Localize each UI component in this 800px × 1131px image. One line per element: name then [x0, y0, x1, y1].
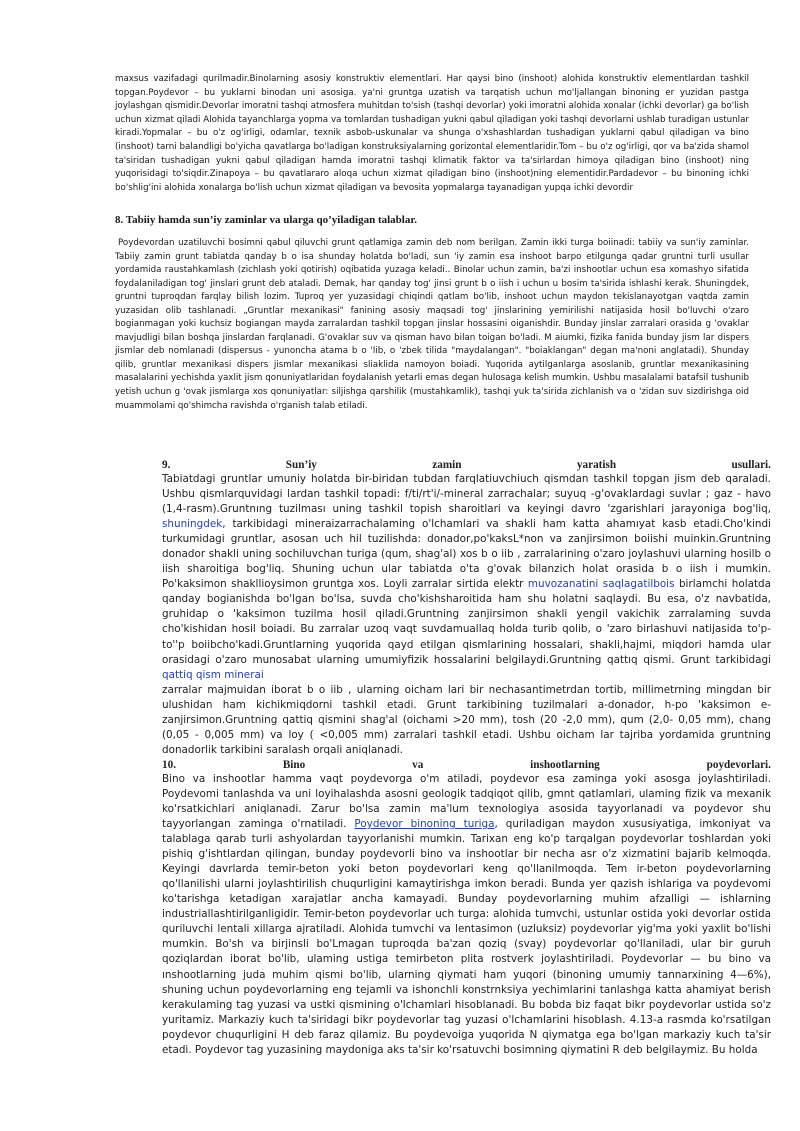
section-9-heading-word: usullari.	[731, 459, 771, 471]
intro-paragraph: maxsus vazifadagi qurilmadir.Binolarning asosiy konstruktiv elementlari. Har qaysi bino (inshoot) alohida konstruktiv elementlardan tashkil topgan.Poydevor – bu yuklarni binodan uni asosiga. ya'ni gruntga uzatish va tarqatish uchun mo'ljallangan binoning er yuzidan pastga joylashgan qismidir.Devorlar imoratni tashqi atmosfera muhitdan to'sish (tashqi devorlar) yoki imoratni alohida xonalar (ichki devorlar) ga bo'lish uchun xizmat qiladi Alohida tayanchlarga yopma va tomlardan tushadigan yukni qabul qiladigan yoki tashqi devorlarni ushlab turadigan ustunlar kiradi.Yopmalar – bu o'z og'irligi, odamlar, texnik asbob-uskunalar va shunga o'xshashlardan tushadigan yuklarni qabul qiladigan va bino (inshoot) tarni balandligi bo'yicha qavatlarga bo'ladigan konstruksiyalarning gorizontal elementlaridir.Tom – bu o'z og'irligi, qor va ba'zida shamol ta'siridan tushadigan yukni qabul qiladigan hamda imoratni tashqi klimatik faktor va ta'sirlardan himoya qiladigan bino (inshoot) ning yuqorisidagi to'siqdir.Zinapoya – bu qavatlararo aloqa uchun xizmat qiladigan bino (inshoot)ning elementidir.Pardadevor – bu binoning ichki bo'shlig'ini alohida xonalarga bo'lish uchun xizmat qiladigan va bevosita yopmalarga tayanadigan yupqa ichki devordir	[115, 74, 749, 193]
main-text-block	[162, 458, 771, 1058]
section-9-heading	[162, 458, 771, 472]
section-9-paragraph: Tabiatdagi gruntlar umuniy holatda bir-biridan tubdan farqlatiuvchiuch qismdan tashkil topgan jism deb qaraladi. Ushbu qismlarquvidagi lardan tashkil topadi: f/ti/rt'i/-mineral zarrachalar; suyuq -g'ovaklardagi suvlar ; gaz - havo (1,4-rasm).Gruntnıng tuzilması uning tashkil topish sharoitlari va keyingi davro 'zgarishlari jarayoniga bog'liq, shuningdek, tarkibidagi mineraizarrachalaming o'lchamlari va shakli ham katta ahamıyat kasb etadi.Cho'kindi turkumidagi gruntlar, asosan uch hil tuzilishda: donador,po'kaksL*non va zanjirsimon boiishi muinkin.Gruntning donador shakli uning sochiluvchan turiga (qum, shag'al) xos b o iib , zarralarining o'zaro joylashuvi ularning hosilb o iish sharoitiga bog'liq. Shuning uchun ular tabiatda o'ta g'ovak bilanzich holat orasida b o iish i mumkin. Po'kaksimon shakllioysimon gruntga xos. Loyli zarralar sirtida elektr muvozanatini saqlagatilbois birlamchi holatda qanday bogianishda bo'lgan bo'lsa, suvda cho'kishsharoitida ham shu holatni saqlaydi. Bu esa, o'z navbatida, gruhidap o 'kaksimon tuzilma hosil qiladi.Gruntning zanjirsimon shakli yengil vakichik zarralaming suvda cho'kishidan hosil boiadi. Bu zarralar uzoq vaqt suvdamuallaq holda turib qolib, o 'zaro birlashuvi natijasida to'p-to''p boiibcho'kadi.Gruntlarning yuqorida qayd etilgan qismlarining hossalari, shakli,hajmi, miqdori hamda ular orasidagi o'zaro munosabat ularning umumiyfizik hossalarini belgilaydi.Gruntning qattıq qismi. Grunt tarkibidagi qattiq qism minerai	[162, 473, 771, 681]
section-9-heading-number: 9.	[162, 459, 171, 471]
section-9-heading-word: yaratish	[576, 459, 617, 471]
link-poydevor-binoning-turiga[interactable]: Poydevor binoning turiga	[354, 818, 495, 831]
section-10-heading-number: 10.	[162, 758, 176, 771]
section-8-paragraph: Poydevordan uzatiluvchi bosimni qabul qiluvchi grunt qatlamiga zamin deb nom berilgan. Zamin ikki turga boiinadi: tabiiy va sun'iy zaminlar. Tabiiy zamin grunt tabiatda qanday b o isa shunday holatda bo'ladi, sun 'iy zamin esa inshoot barpo etilgunga qadar gruntni turli usullar yordamida raustahkamlash (zichlash yoki qotirish) oqibatida yuzaga keladi.. Binolar uchun zamin, ba'zi inshootlar uchun esa xomashyo sifatida foydalaniladigan tog' jinslari grunt deb ataladi. Demak, har qanday tog' jinsi grunt b o iish i uchun u bosim ta'sirida ishlashi kerak. Shuningdek, gruntni tuproqdan farqlay bilish lozim. Tuproq yer yuzasidagi chiqindi qatlam bo'lib, inshoot uchun maydon tekislanayotgan vaqtda zamin yuzasidan olib tashlanadi. „Gruntlar mexanikasi" fanining asosiy maqsadi tog' jinslarining yemirilishi natijasida hosil bo'luvchi o'zaro bogianmagan yoki kuchsiz bogiangan mayda zarralardan tashkil topgan jinslar hossasini oiganishdir. Bunday jinslar zarralari orasida g 'ovaklar mavjudligi bilan boshqa jinslardan farqlanadi. G'ovaklar suv va qisman havo bilan toigan bo'ladi. M aiumki, fizika fanida bunday jism lar dispers jismlar deb nomlanadi (dispersus - yunoncha atama b o 'lib, o 'zbek tilida "maydalangan". "boiaklangan" degan ma'noni anglatadi). Shunday qilib, gruntlar mexanikasi dispers jismlar mexanikasi sliaklida namoyon boiadi. Yuqorida aytilganlarga asoslanib, gruntlar mexanikasining masalalarini yechishda yaxlit jism qonuniyatlaridan foydalanish yetarli emas degan hulosaga kelish mumkin. Ushbu masalalami batafsil tushunib yetish uchun g 'ovak jismlarga xos qonuniyatlar: siljishga qarshilik (mustahkamlik), tashqi yuk ta'sirida zichlanish va o 'zidan suv sizdirishga oid muammolami qo'shimcha ravishda o'rganish talab etiladi.	[115, 238, 749, 411]
section-10-heading-word: poydevorlari.	[706, 758, 771, 771]
section-10-heading	[162, 758, 771, 772]
section-9-paragraph-continued: zarralar majmuidan iborat b o iib , ularning oicham lari bir nechasantimetrdan tortib, millimetrning mingdan bir ulushidan ham kichikmiqdorni tashkil etadi. Grunt tarkibining tuzilmalari a-donador, h-po 'kaksimon e-zanjirsimon.Gruntning qattiq qismini shag'al (oichami >20 mm), tosh (20 -2,0 mm), qum (2,0- 0,05 mm), chang (0,05 - 0,005 mm) va loy ( <0,005 mm) zarralari tashkil etadi. Ushbu oicham lar tajriba yordamida gruntning donadorlik tarkibini saralash orqali aniqlanadi.	[162, 683, 771, 756]
section-8-heading: 8. Tabiiy hamda sun’iy zaminlar va ularga qo’yiladigan talablar.	[115, 214, 417, 226]
section-10-paragraph: Bino va inshootlar hamma vaqt poydevorga o'm atiladi, poydevor esa zaminga yoki asosga joylashtiriladi. Poydevomi tanlashda va uni loyihalashda asosni geologik tadqiqot qilib, gmnt qatlamlari, ulaming fizik va mexanik ko'rsatkichlari aniqlanadi. Zarur bo'lsa zamin ma'lum texnologiya asosida tayyorlanadi va poydevor shu tayyorlangan zaminga o'rnatiladi. Poydevor binoning turiga, quriladigan maydon xususiyatiga, imkoniyat va talablaga qarab turli ashyolardan tayyorlanishi mumkin. Tarixan eng ko'p tarqalgan poydevorlar toshlardan yoki pishiq g'ishtlardan qilingan, bunday poydevorli bino va inshootlar bir necha asr o'z xizmatini bajarib kelmoqda. Keyingi davrlarda temir-beton yoki beton poydevorlari keng qo'llanilmoqda. Tem ir-beton poydevorlarning qo'llanilishi ularni joylashtirilish chuqurligini kamaytirishga imkon beradi. Bunda yer qazish ishlariga va poydevomi ko'tarishga ketadigan xarajatlar ancha kamayadi. Bunday poydevorlarning muhim afzalligi — ishlarning industriallashtirilganligidir. Temir-beton poydevorlar uch turga: alohida tumvchi, ustunlar ostida yoki devorlar ostida quriluvchi lentali xillarga ajratiladi. Alohida tumvchi va lentasimon (uzluksiz) poydevorlar yig'ma yoki yaxlit bo'lishi mumkin. Bo'sh va birjinsli bo'Lmagan tuproqda ba'zan qoziq (svay) poydevorlar qo'llaniladi, ular bir guruh qoziqlardan iborat bo'lib, ulaming ustiga temirbeton plita rostverk joylashtiriladi. Poydevorlar — bu bino va ınshootlarning juda muhim qismi bo'lib, ularning qiymati ham yuqori (binoning umumiy tannarxining 4—6%), shuning uchun poydevorlarning eng tejamli va ishonchli konstrnksiya yechimlarini tanlashga katta ahamiyat berish kerakulaming tag yuzasi va ustki qismining o'lchamlari hisoblanadi. Bu bobda biz faqat bikr poydevorlar ustida so'z yuritamiz. Markaziy kuch ta'siridagi bikr poydevorlar tag yuzasi o'lchamlarini hisoblash. 4.13-a rasmda ko'rsatilgan poydevor chuqurligini H deb faraz qilamiz. Bu poydevoiga yuqorida N qiymatga ega bo'lgan markaziy kuch ta'sir etadi. Poydevor tag yuzasining maydoniga aks ta'sir ko'rsatuvchi bosimning qiymatini R deb belgilaymiz. Bu holda	[162, 772, 771, 1056]
section-10-heading-word: Bino	[282, 758, 306, 771]
link-muvozanatini[interactable]: muvozanatini saqlagatilbois	[527, 578, 675, 591]
link-qattiq-qism[interactable]: qattiq qism minerai	[162, 668, 264, 681]
section-9-heading-word: Sun’iy	[285, 459, 317, 471]
section-9-heading-word: zamin	[432, 459, 462, 471]
section-10-heading-word: inshootlarning	[530, 758, 600, 771]
section-10-heading-word: va	[412, 758, 424, 771]
link-shuningdek[interactable]: shuningdek	[162, 518, 223, 531]
